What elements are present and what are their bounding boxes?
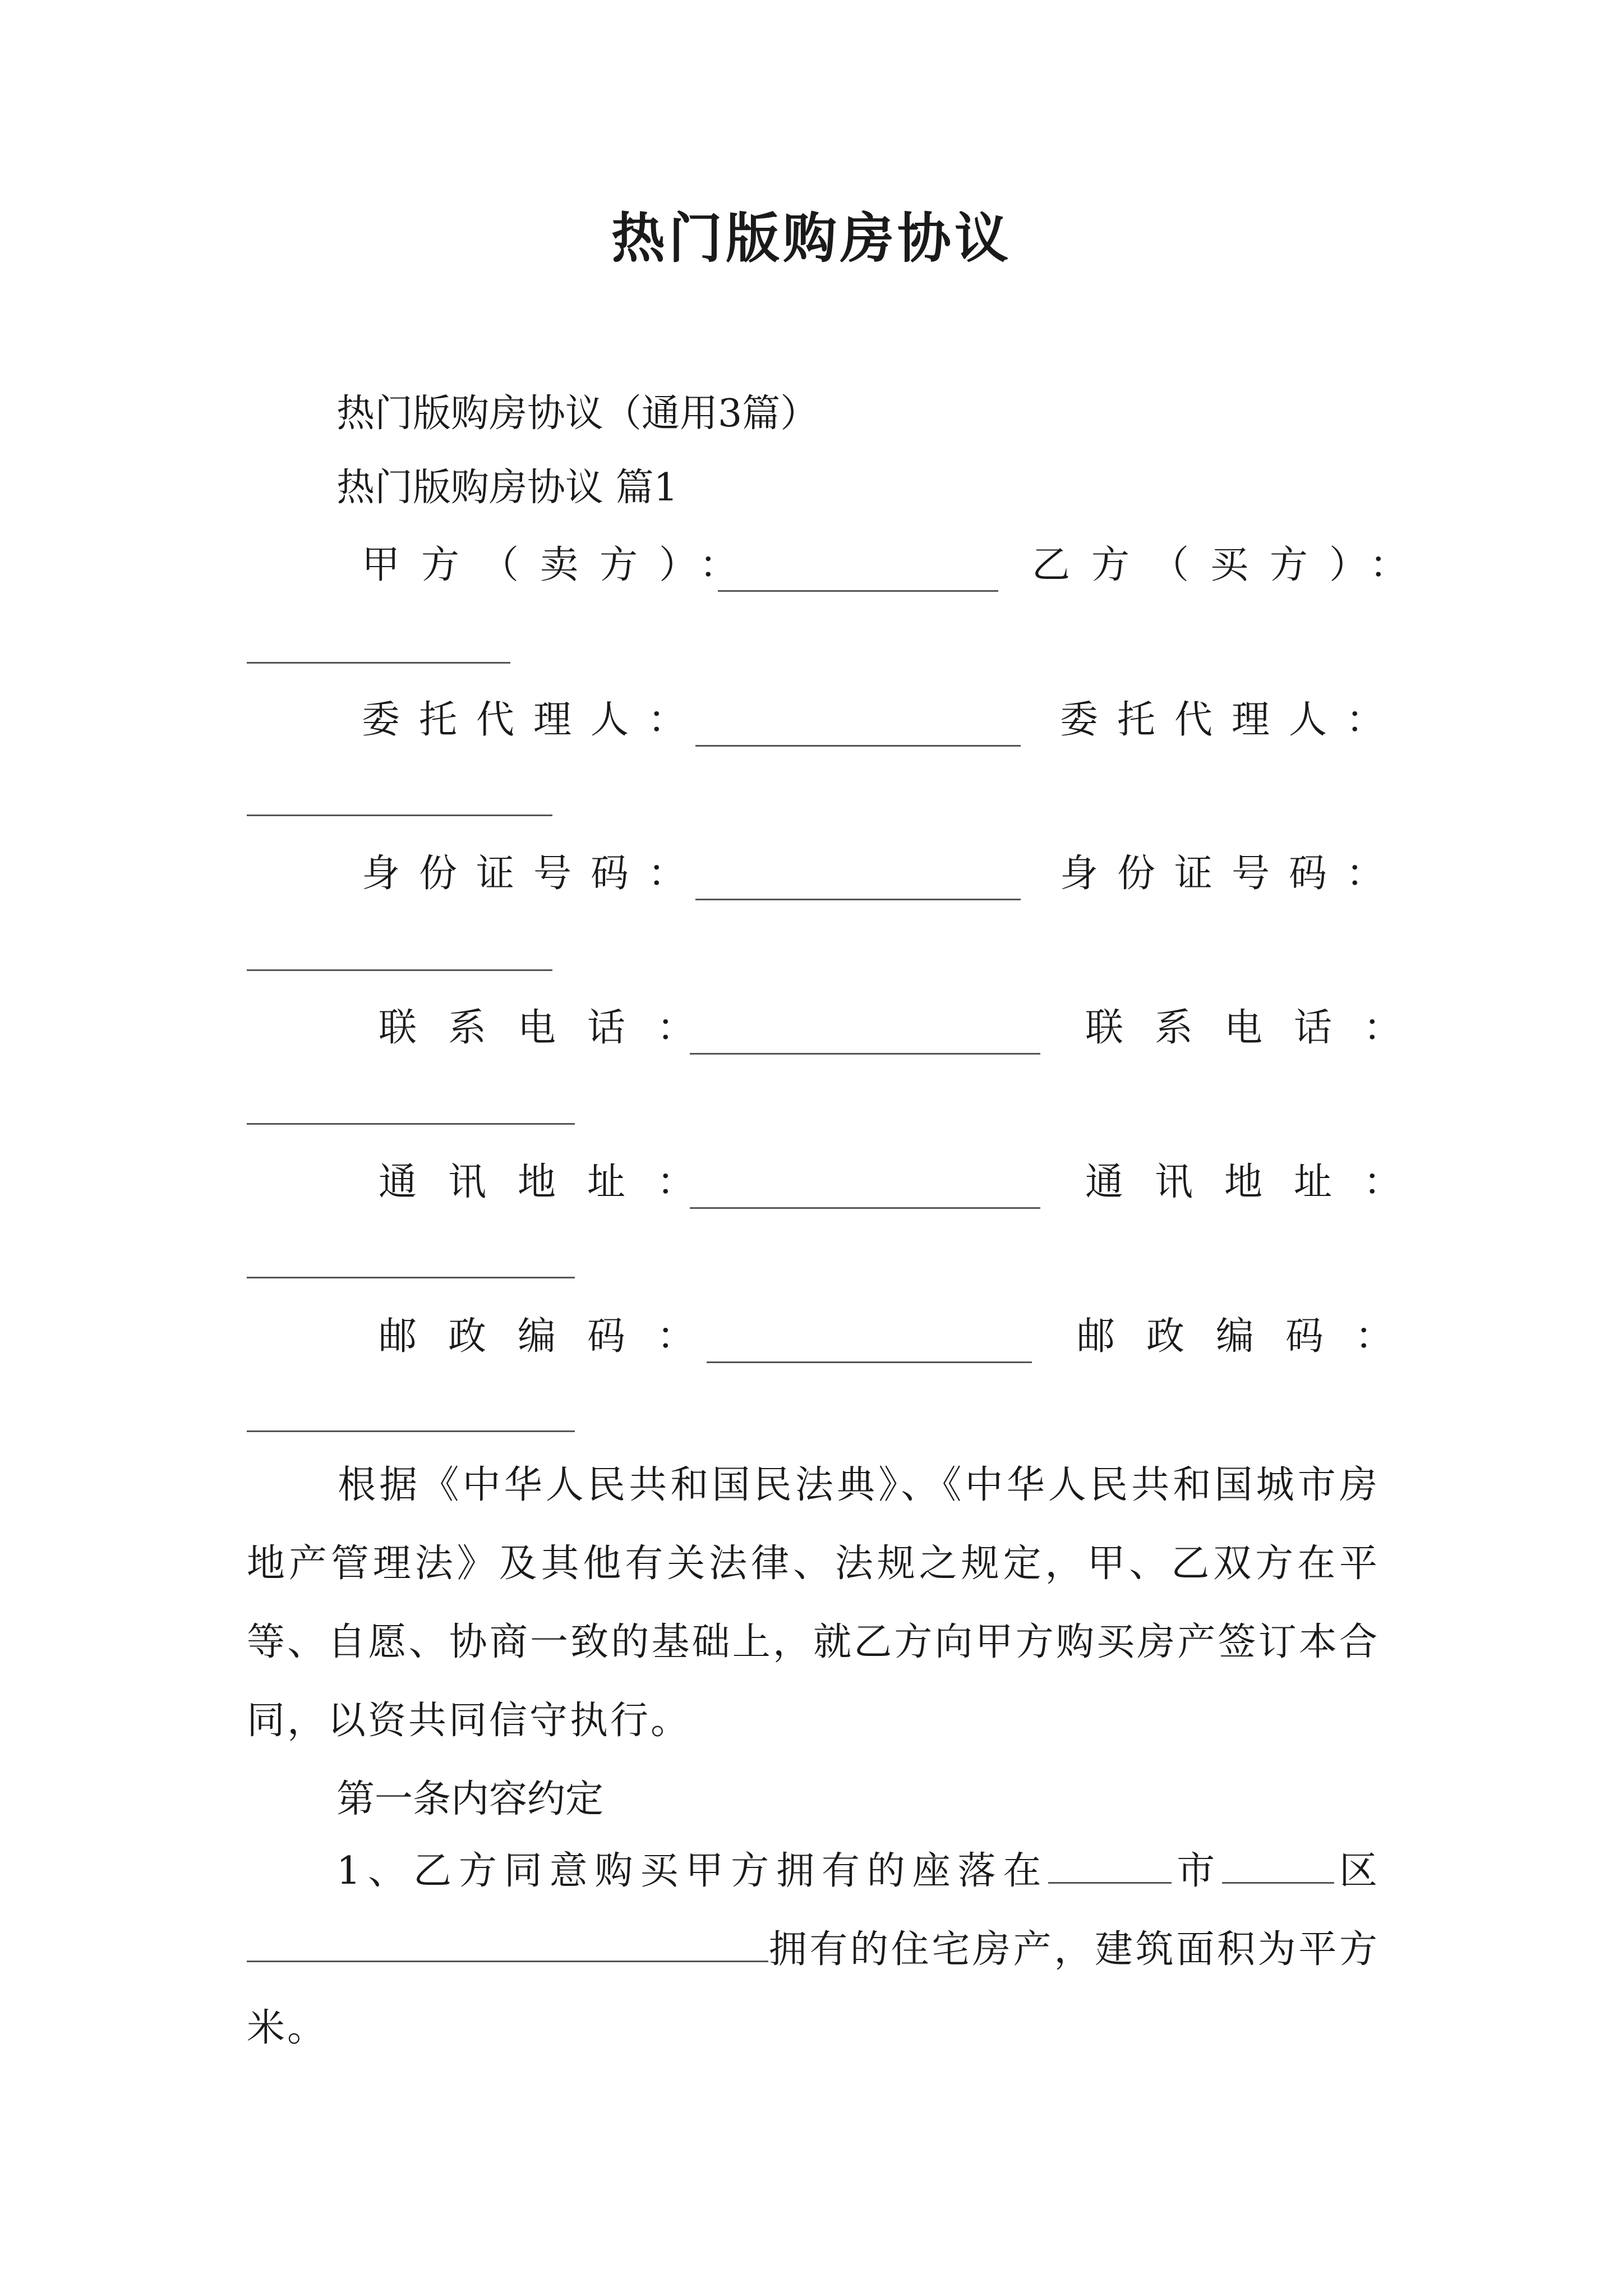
preamble-paragraph [247, 1446, 1380, 1760]
location-blank[interactable] [247, 1921, 768, 1962]
phone-left-label: 联系电话： [379, 1006, 727, 1050]
phone-left-blank[interactable] [690, 1053, 1040, 1055]
preamble-text: 根据《中华人民共和国民法典》、《中华人民共和国城市房地产管理法》及其他有关法律、法规之规定，甲、乙双方在平等、自愿、协商一致的基础上，就乙方向甲方购买房产签订本合同，以资共同信守执行。 [247, 1463, 1380, 1743]
article-1-heading: 第一条内容约定 [336, 1777, 604, 1821]
id-number-row [247, 847, 1404, 903]
postcode-left-label: 邮政编码： [379, 1314, 727, 1359]
phone-row [247, 1001, 1433, 1057]
party-b-label: 乙方（买方）： [1032, 543, 1430, 587]
clause-1-part-a: 1、乙方同意购买甲方拥有的座落在 [336, 1849, 1049, 1893]
id-right-blank[interactable] [247, 969, 552, 971]
party-a-blank[interactable] [718, 590, 998, 592]
id-right-label: 身份证号码： [1060, 852, 1404, 896]
agent-right-label: 委托代理人： [1060, 698, 1404, 742]
address-row [247, 1156, 1433, 1212]
phone-right-blank[interactable] [247, 1123, 575, 1125]
city-blank[interactable] [1048, 1843, 1172, 1884]
agent-row [247, 693, 1404, 749]
postcode-left-blank[interactable] [707, 1361, 1032, 1363]
agent-left-blank[interactable] [695, 745, 1021, 747]
clause-1-paragraph [247, 1832, 1380, 2068]
address-right-label: 通讯地址： [1085, 1160, 1433, 1204]
document-title: 热门版购房协议 [611, 206, 1012, 270]
address-right-blank[interactable] [247, 1277, 575, 1278]
clause-1-part-d: 拥有的住宅房产，建筑面积为平方米。 [247, 1927, 1380, 2050]
document-subtitle: 热门版购房协议（通用3篇） [336, 392, 819, 436]
clause-1-part-c: 区 [1334, 1849, 1380, 1893]
agent-right-blank[interactable] [247, 815, 552, 816]
postcode-right-blank[interactable] [247, 1430, 575, 1432]
postcode-row [247, 1310, 1425, 1366]
party-b-blank[interactable] [247, 662, 510, 664]
phone-right-label: 联系电话： [1085, 1006, 1433, 1050]
address-left-label: 通讯地址： [379, 1160, 727, 1204]
id-left-blank[interactable] [695, 899, 1021, 900]
party-row [247, 539, 1430, 595]
postcode-right-label: 邮政编码： [1077, 1314, 1425, 1359]
clause-1-part-b: 市 [1172, 1849, 1223, 1893]
district-blank[interactable] [1222, 1843, 1334, 1884]
address-left-blank[interactable] [690, 1207, 1040, 1209]
agent-left-label: 委托代理人： [362, 698, 706, 742]
section-heading: 热门版购房协议 篇1 [336, 466, 678, 510]
id-left-label: 身份证号码： [362, 852, 706, 896]
party-a-label: 甲方（卖方）： [362, 543, 759, 587]
